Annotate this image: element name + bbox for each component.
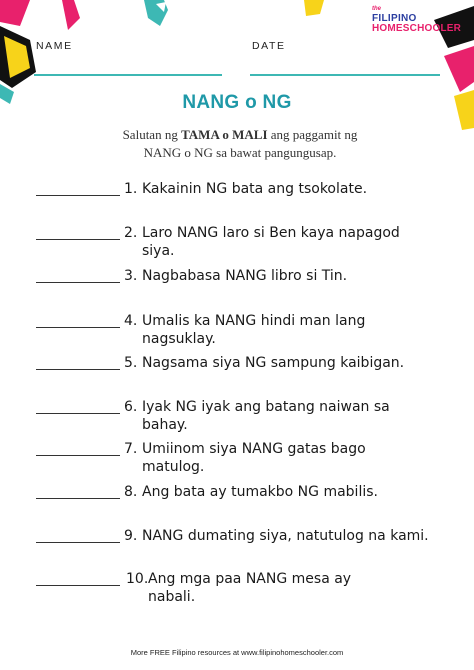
- date-line: [250, 74, 440, 76]
- question-number: 6.: [124, 399, 138, 415]
- answer-blank[interactable]: [36, 455, 120, 456]
- instructions-line2: NANG o NG sa bawat pangungusap.: [143, 145, 337, 160]
- answer-blank[interactable]: [36, 413, 120, 414]
- instructions: [100, 126, 380, 162]
- answer-blank[interactable]: [36, 195, 120, 196]
- question-text: Nagbabasa NANG libro si Tin.: [142, 268, 348, 284]
- answer-blank[interactable]: [36, 327, 120, 328]
- logo-line1: FILIPINO: [372, 13, 417, 24]
- question-number: 3.: [124, 268, 138, 284]
- brand-logo: [372, 4, 462, 34]
- question-number: 9.: [124, 528, 138, 544]
- footer-text: More FREE Filipino resources at www.filipinohomeschooler.com: [130, 648, 344, 657]
- instructions-part2: ang paggamit ng: [267, 127, 358, 142]
- question-text: Umiinom siya NANG gatas bago matulog.: [142, 441, 366, 475]
- question-number: 7.: [124, 441, 138, 457]
- question-number: 10.: [126, 571, 149, 587]
- name-label: NAME: [36, 40, 73, 52]
- name-line: [34, 74, 222, 76]
- logo-line2: HOMESCHOOLER: [372, 23, 462, 34]
- answer-blank[interactable]: [36, 542, 120, 543]
- question-text: Laro NANG laro si Ben kaya napagod siya.: [142, 225, 400, 259]
- question-number: 5.: [124, 355, 138, 371]
- answer-blank[interactable]: [36, 239, 120, 240]
- answer-blank[interactable]: [36, 282, 120, 283]
- question-number: 8.: [124, 484, 138, 500]
- answer-blank[interactable]: [36, 585, 120, 586]
- question-number: 2.: [124, 225, 138, 241]
- date-label: DATE: [252, 40, 286, 52]
- top-center-decoration: [60, 0, 170, 34]
- question-text: Umalis ka NANG hindi man lang nagsuklay.: [142, 313, 366, 347]
- logo-the: the: [372, 6, 381, 12]
- answer-blank[interactable]: [36, 498, 120, 499]
- question-text: Ang mga paa NANG mesa ay nabali.: [148, 571, 352, 605]
- question-text: Kakainin NG bata ang tsokolate.: [142, 181, 368, 197]
- question-text: Ang bata ay tumakbo NG mabilis.: [142, 484, 378, 500]
- question-number: 1.: [124, 181, 138, 197]
- answer-blank[interactable]: [36, 369, 120, 370]
- question-text: NANG dumating siya, natutulog na kami.: [142, 528, 429, 544]
- question-text: Iyak NG iyak ang batang naiwan sa bahay.: [142, 399, 390, 433]
- page-title: NANG o NG: [182, 92, 292, 113]
- question-number: 4.: [124, 313, 138, 329]
- instructions-bold: TAMA o MALI: [181, 127, 268, 142]
- instructions-part1: Salutan ng: [122, 127, 182, 142]
- question-text: Nagsama siya NG sampung kaibigan.: [142, 355, 405, 371]
